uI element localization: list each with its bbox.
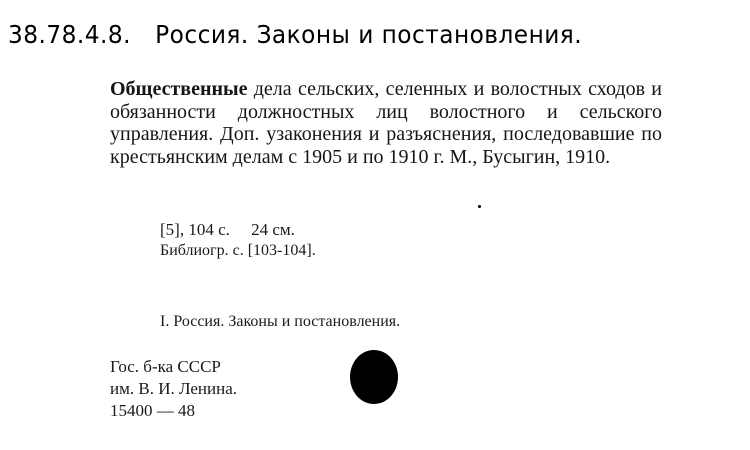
library-stamp	[110, 356, 237, 422]
stamp-line-1: Гос. б-ка СССР	[110, 357, 221, 376]
handwritten-heading	[8, 20, 582, 49]
punch-hole	[350, 350, 398, 404]
shelfmark: 38.78.4.8.	[8, 20, 131, 49]
subject-heading: Россия. Законы и постановления.	[155, 20, 583, 49]
stamp-line-3: 15400 — 48	[110, 401, 195, 420]
stamp-line-2: им. В. И. Ленина.	[110, 379, 238, 398]
title-lead-word: Общественные	[110, 78, 248, 100]
title-text: дела сельских, селенных и волостных сходов и обязанности должностных лиц волостного и сельского управления. Доп. узаконения и разъяснения, последовавшие по крестьянским делам с 1905 и по 1910 г.	[110, 78, 662, 168]
imprint: М., Бусыгин, 1910.	[449, 145, 611, 168]
collation-line: [5], 104 с. 24 см.	[160, 220, 295, 239]
ink-speck	[478, 205, 481, 208]
subject-tracing: I. Россия. Законы и постановления.	[160, 313, 401, 330]
bibliography-note: Библиогр. с. [103-104].	[160, 242, 316, 259]
bibliographic-description	[110, 78, 662, 168]
